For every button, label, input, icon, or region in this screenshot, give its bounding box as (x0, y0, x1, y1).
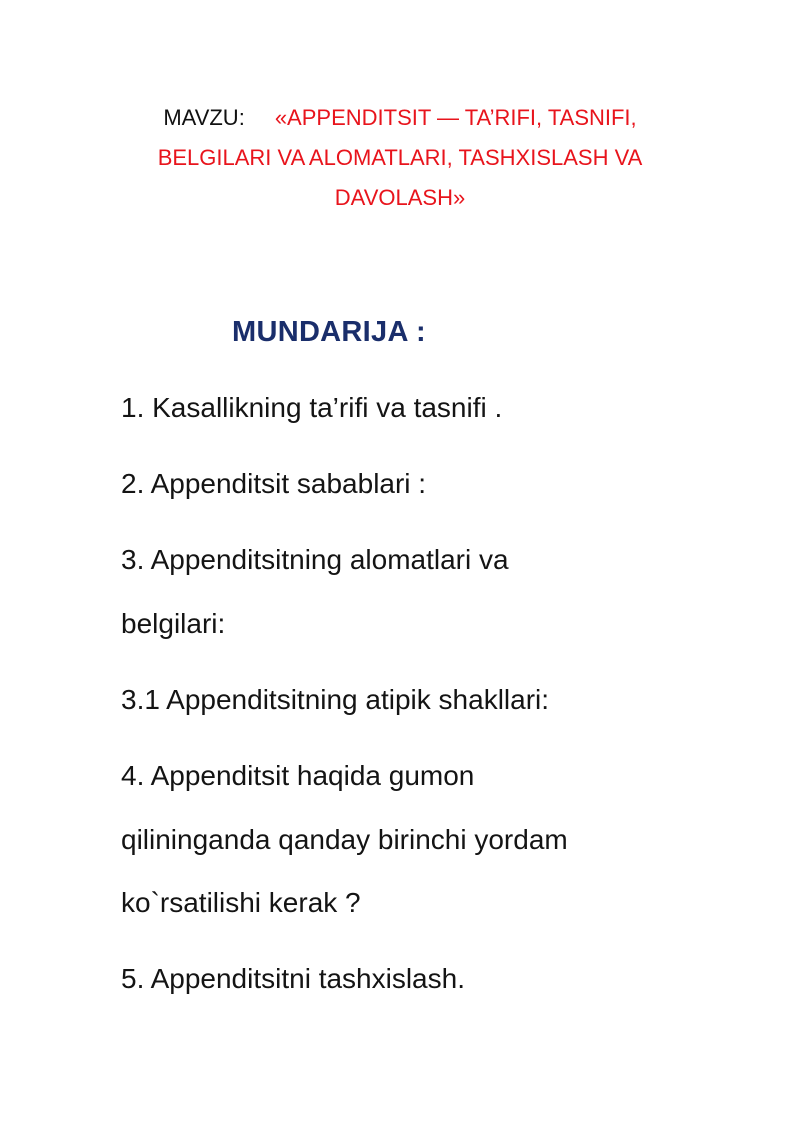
toc-item-2 (121, 468, 681, 500)
table-of-contents (121, 392, 681, 995)
toc-item-3 (121, 544, 681, 640)
toc-item-3-1 (121, 684, 681, 716)
toc-item-1 (121, 392, 681, 424)
toc-item-text: 3. Appenditsitning alomatlari va (121, 544, 509, 575)
topic-title-line-2: BELGILARI VA ALOMATLARI, TASHXISLASH VA (157, 145, 643, 170)
topic-block (110, 98, 690, 218)
topic-line-1 (110, 98, 690, 138)
contents-heading: MUNDARIJA : (232, 316, 426, 348)
toc-item-text: 1. Kasallikning ta’rifi va tasnifi . (121, 392, 503, 423)
toc-item-text: 2. Appenditsit sabablari : (121, 468, 427, 499)
toc-item-text: 5. Appenditsitni tashxislash. (121, 963, 465, 994)
toc-item-text-continued: belgilari: (121, 608, 226, 639)
toc-item-text-continued: ko`rsatilishi kerak ? (121, 887, 361, 918)
topic-title-line-1: «APPENDITSIT — TA’RIFI, TASNIFI, (274, 105, 637, 130)
toc-item-text-continued: qilininganda qanday birinchi yordam (121, 824, 568, 855)
toc-item-text: 3.1 Appenditsitning atipik shakllari: (121, 684, 550, 715)
topic-title-line-3: DAVOLASH» (334, 185, 466, 210)
toc-item-text: 4. Appenditsit haqida gumon (121, 760, 475, 791)
toc-item-5 (121, 963, 681, 995)
toc-item-4 (121, 760, 681, 919)
topic-label: MAVZU: (163, 105, 245, 130)
